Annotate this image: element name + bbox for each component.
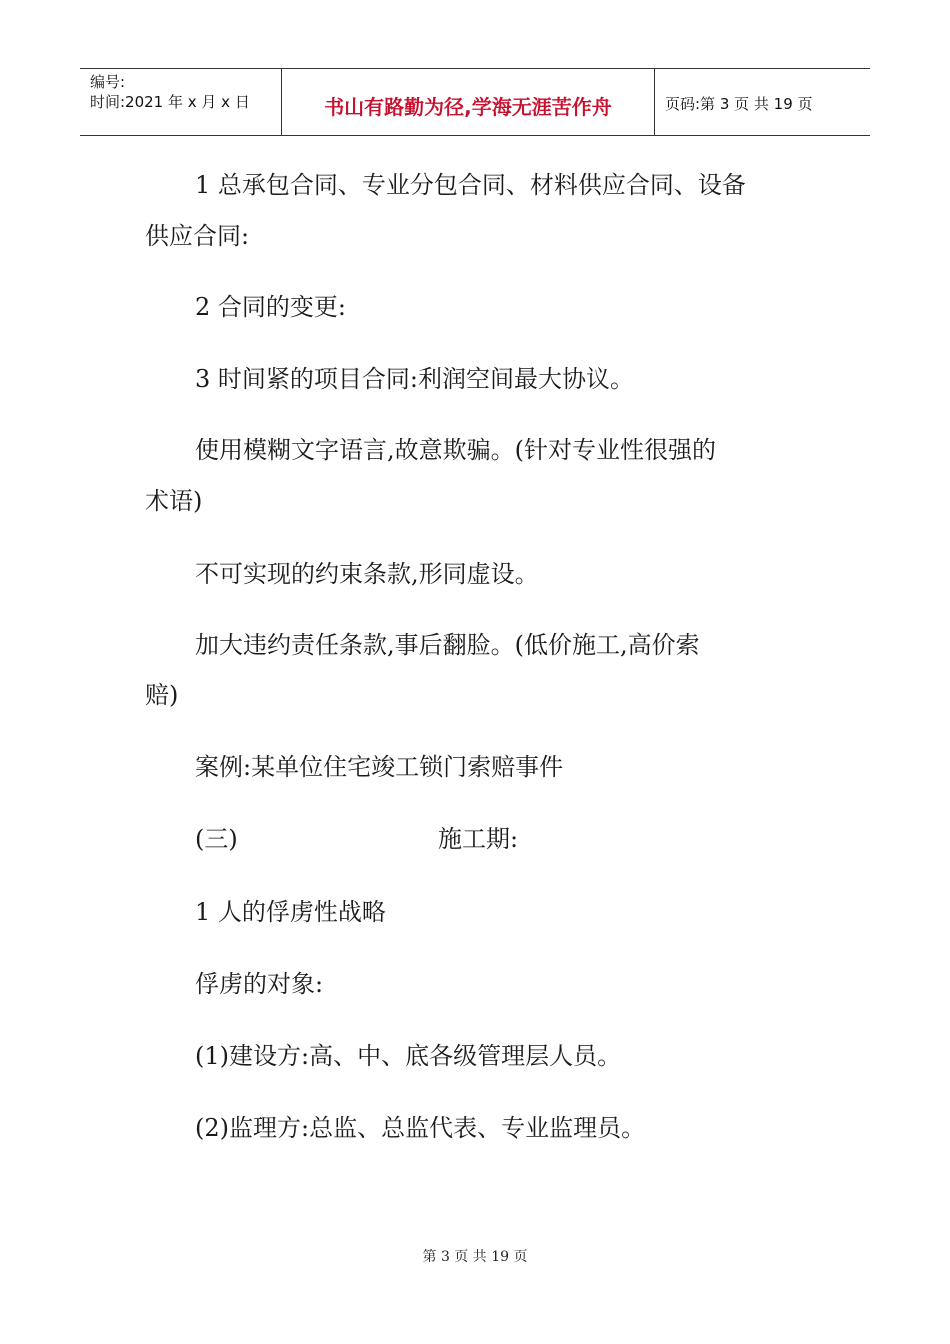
body-line: 术语) <box>145 487 203 515</box>
header-right-cell <box>655 69 870 135</box>
document-date-label: 时间:2021 年 x 月 x 日 <box>90 93 250 111</box>
document-number-label: 编号: <box>90 73 126 91</box>
body-line: (2)监理方:总监、总监代表、专业监理员。 <box>195 1114 646 1142</box>
body-line: 3 时间紧的项目合同:利润空间最大协议。 <box>195 365 634 393</box>
section-number: (三) <box>195 825 238 853</box>
body-line: 使用模糊文字语言,故意欺骗。(针对专业性很强的 <box>195 436 716 464</box>
page-footer: 第 3 页 共 19 页 <box>422 1249 528 1265</box>
body-line: 1 人的俘虏性战略 <box>195 898 386 926</box>
body-line: 案例:某单位住宅竣工锁门索赔事件 <box>195 753 564 781</box>
body-line: (1)建设方:高、中、底各级管理层人员。 <box>195 1042 622 1070</box>
header-motto: 书山有路勤为径,学海无涯苦作舟 <box>324 95 612 119</box>
header-page-info: 页码:第 3 页 共 19 页 <box>665 95 813 113</box>
body-line: 供应合同: <box>145 222 250 250</box>
body-line: 加大违约责任条款,事后翻脸。(低价施工,高价索 <box>195 631 700 659</box>
body-line: 1 总承包合同、专业分包合同、材料供应合同、设备 <box>195 171 746 199</box>
body-line: 赔) <box>145 681 179 709</box>
section-heading: 施工期: <box>438 825 519 853</box>
body-line: 俘虏的对象: <box>195 970 324 998</box>
header-middle-cell <box>281 69 655 135</box>
body-line: 不可实现的约束条款,形同虚设。 <box>195 560 539 588</box>
header-left-cell <box>80 69 281 135</box>
body-line: 2 合同的变更: <box>195 293 346 321</box>
document-header <box>80 68 870 136</box>
